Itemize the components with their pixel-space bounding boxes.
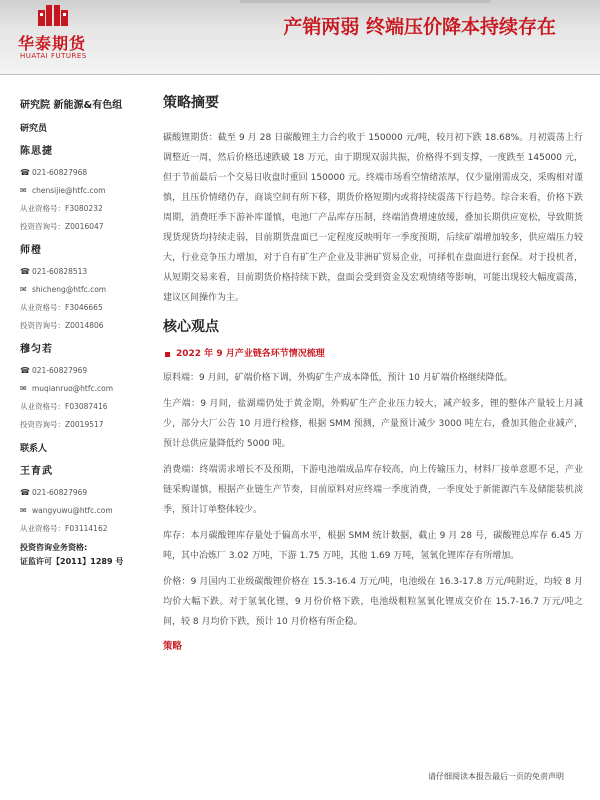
license-line-1: 投资咨询业务资格: <box>20 543 88 552</box>
core-paragraph: 原料端：9 月间，矿端价格下调，外购矿生产成本降低，预计 10 月矿端价格继续降低。 <box>163 373 513 383</box>
core-paragraph: 库存：本月碳酸锂库存量处于偏高水平，根据 SMM 统计数据，截止 9 月 28 号，碳酸锂总库存 6.45 万吨，其中冶炼厂 3.02 万吨，下游 1.75 万吨，其他 1.69 万吨，氢氧化锂库存有所增加。 <box>163 531 583 561</box>
phone-line: ☎ 021-60828513 <box>20 266 88 276</box>
advisor-line: 投资咨询号：Z0016047 <box>20 221 104 231</box>
report-header <box>0 0 600 75</box>
advisor-line: 投资咨询号：Z0014806 <box>20 320 104 330</box>
disclaimer-footer: 请仔细阅读本报告最后一页的免责声明 <box>428 772 564 781</box>
logo-chinese: 华泰期货 <box>18 34 87 53</box>
cert-line: 从业资格号：F3046665 <box>20 302 103 312</box>
phone-line: ☎ 021-60827969 <box>20 487 88 497</box>
phone-line: ☎ 021-60827968 <box>20 167 88 177</box>
cert-line: 从业资格号：F03114162 <box>20 523 108 533</box>
email-icon: ✉ <box>20 185 27 195</box>
core-paragraph: 价格：9 月国内工业级碳酸锂价格在 15.3-16.4 万元/吨，电池级在 16.3-17.8 万元/吨附近，均较 8 月均价大幅下跌。对于氢氧化锂，9 月份价格下跌，电池级粗粒氢氧化锂成交价在 15.7-16.7 万元/吨之间，较 8 月均价下跌，预计 10 月价格有所企稳。 <box>163 577 583 627</box>
phone-line: ☎ 021-60827969 <box>20 365 88 375</box>
core-paragraph: 消费端：终端需求增长不及预期，下游电池端成品库存较高，向上传输压力，材料厂接单意愿不足，产业链采购谨慎，根据产业链生产节奏，目前原料对应终端一季度消费，一季度处于新能源汽车及储能装机淡季，预计订单整体较少。 <box>163 465 583 515</box>
phone-icon: ☎ <box>20 266 30 276</box>
core-heading: 核心观点 <box>163 319 219 335</box>
analyst-name: 陈思捷 <box>20 146 53 157</box>
phone-icon: ☎ <box>20 487 30 497</box>
phone-icon: ☎ <box>20 365 30 375</box>
email-line: ✉ wangyuwu@htfc.com <box>20 505 113 515</box>
department: 研究院 新能源&有色组 <box>20 100 123 111</box>
analyst-name: 师橙 <box>20 245 42 256</box>
logo-english: HUATAI FUTURES <box>20 52 87 60</box>
researchers-label: 研究员 <box>20 124 48 134</box>
report-headline: 产销两弱 终端压价降本持续存在 <box>283 16 556 38</box>
cert-line: 从业资格号：F03087416 <box>20 401 108 411</box>
bullet-square-icon <box>165 352 170 357</box>
cert-line: 从业资格号：F3080232 <box>20 203 103 213</box>
core-subheading: 2022 年 9 月产业链各环节情况梳理 <box>163 346 583 362</box>
email-icon: ✉ <box>20 284 27 294</box>
email-icon: ✉ <box>20 505 27 515</box>
analyst-name: 穆匀若 <box>20 344 53 355</box>
core-paragraph: 生产端：9 月间，盐湖端仍处于黄金期，外购矿生产企业压力较大，减产较多，锂的整体产量较上月减少，部分大厂公告 10 月进行检修，根据 SMM 预测，产量预计减少 3000 吨左右，叠加其他企业减产，预计总供应量降低约 5000 吨。 <box>163 399 583 449</box>
report-body <box>163 92 583 652</box>
analyst-card <box>20 241 142 332</box>
summary-heading: 策略摘要 <box>163 95 219 111</box>
contact-label: 联系人 <box>20 444 48 454</box>
header-strip <box>240 0 490 3</box>
strategy-label: 策略 <box>163 641 183 652</box>
summary-paragraph: 碳酸锂期货：截至 9 月 28 日碳酸锂主力合约收于 150000 元/吨，较月初下跌 18.68%。月初震荡上行调整近一周，然后价格迅速跌破 18 万元，由于期现双弱共振，价格得不到支撑，一度跌至 145000 元，但于节前最后一个交易日收盘时重回 150000 元。终端市场看空情绪浓厚，仅少量刚需成交，采购相对谨慎，且压价情绪仍存，商谈空间有所下移，期货价格短期内或将持续震荡下行趋势。综合来看，价格下跌周期，消费旺季下游补库谨慎，电池厂产品库存压制，终端消费增速放缓，叠加长期供应宽松，导致期货现货现货均持续走弱，目前期货盘面已一定程度反映明年一季度预期，后续矿端增加较多，供应端压力较大，行业竞争压力增加，对于自有矿生产企业及非洲矿贸易企业，可择机在盘面进行套保。对于投机者，从短期交易来看，目前期货价格持续下跌，盘面会受到资金及宏观情绪等影响，可能出现较大幅度震荡，建议区间操作为主。 <box>163 133 583 303</box>
email-icon: ✉ <box>20 383 27 393</box>
analyst-card <box>20 340 142 431</box>
contact-name: 王育武 <box>20 466 53 477</box>
email-line: ✉ shicheng@htfc.com <box>20 284 107 294</box>
analyst-sidebar <box>20 96 142 569</box>
analyst-card <box>20 142 142 233</box>
email-line: ✉ chensijie@htfc.com <box>20 185 106 195</box>
contact-card <box>20 462 142 535</box>
advisor-line: 投资咨询号：Z0019517 <box>20 419 104 429</box>
phone-icon: ☎ <box>20 167 30 177</box>
huatai-logo-icon <box>36 2 70 28</box>
license-line-2: 证监许可【2011】1289 号 <box>20 557 124 566</box>
email-line: ✉ muqianruo@htfc.com <box>20 383 114 393</box>
